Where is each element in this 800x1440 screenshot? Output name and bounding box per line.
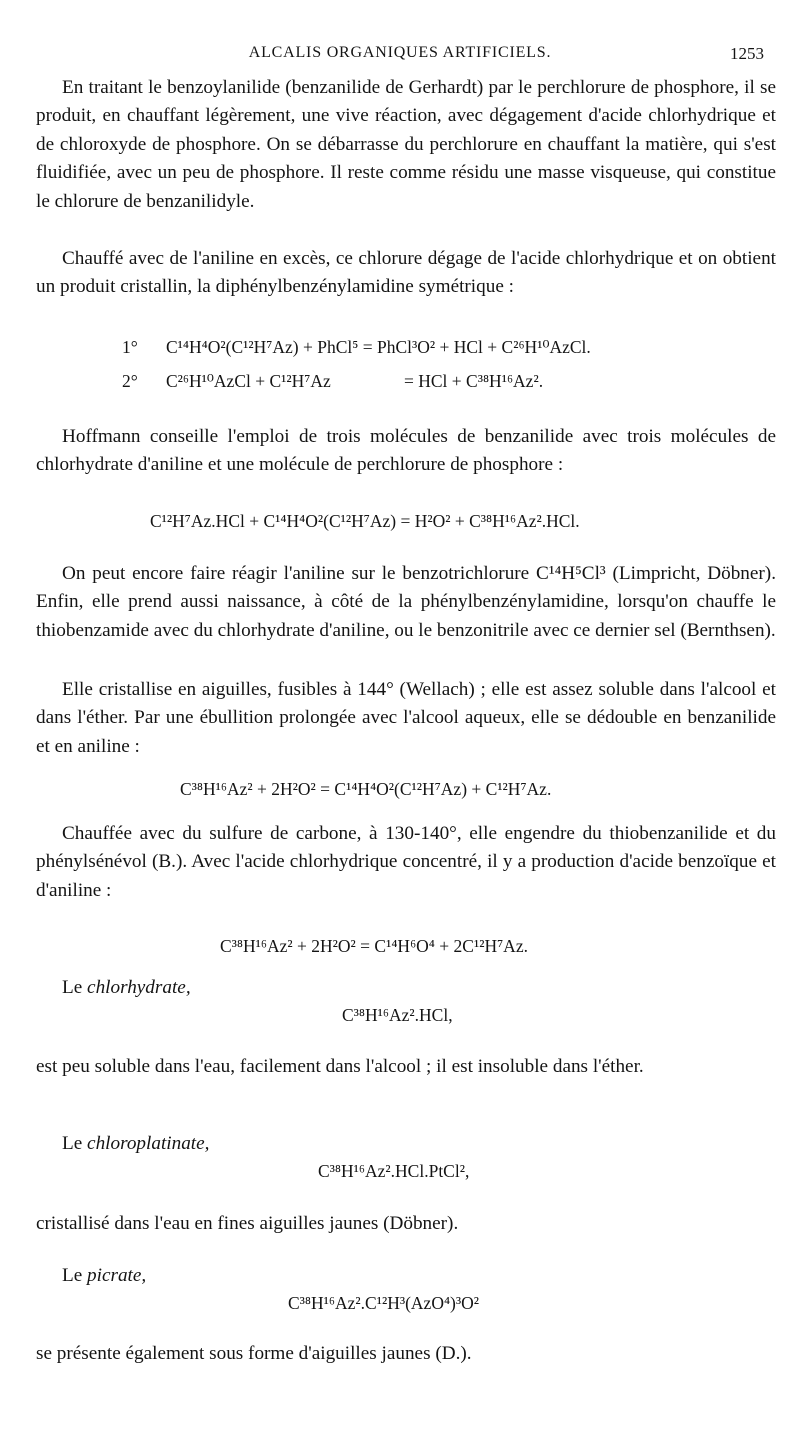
reaction-right-side: = PhCl³O² + HCl + C²⁶H¹⁰AzCl. <box>362 337 591 357</box>
picrate-heading <box>62 1262 146 1290</box>
reaction-number: 2° <box>122 371 138 391</box>
chloroplatinate-heading <box>62 1130 209 1158</box>
paragraph-chlorhydrate-solubility <box>36 1053 776 1081</box>
paragraph-text: cristallisé dans l'eau en fines aiguilles jaunes (Döbner). <box>36 1213 459 1234</box>
paragraph-text: Hoffmann conseille l'emploi de trois molécules de benzanilide avec trois molécules de chlorhydrate d'aniline et une molécule de perchlorure de phosphore : <box>36 426 776 476</box>
paragraph-hoffmann <box>36 423 776 480</box>
paragraph-cristallise <box>36 676 776 761</box>
paragraph-text: Chauffée avec du sulfure de carbone, à 130-140°, elle engendre du thiobenzanilide et du phénylsénévol (B.). Avec l'acide chlorhydrique concentré, il y a production d'acide benzoïque et d'aniline : <box>36 823 776 901</box>
label-name: picrate, <box>87 1265 147 1286</box>
reaction-left-side: C²⁶H¹⁰AzCl + C¹²H⁷Az <box>166 371 331 391</box>
reaction-hydrolysis: C³⁸H¹⁶Az² + 2H²O² = C¹⁴H⁴O²(C¹²H⁷Az) + C¹²H⁷Az. <box>180 779 552 799</box>
formula-chloroplatinate: C³⁸H¹⁶Az².HCl.PtCl², <box>318 1161 470 1181</box>
paragraph-benzotrichlorure <box>36 560 776 645</box>
paragraph-picrate <box>36 1340 776 1368</box>
reaction-1 <box>122 334 591 360</box>
paragraph-text: Chauffé avec de l'aniline en excès, ce chlorure dégage de l'acide chlorhydrique et on obtient un produit cristallin, la diphénylbenzénylamidine symétrique : <box>36 248 776 298</box>
label-prefix: Le <box>62 1133 83 1154</box>
reaction-2 <box>122 368 543 394</box>
paragraph-sulfure-carbone <box>36 820 776 905</box>
label-prefix: Le <box>62 1265 83 1286</box>
chlorhydrate-heading <box>62 974 191 1002</box>
page-number: 1253 <box>730 44 764 63</box>
paragraph-chloroplatinate <box>36 1210 776 1238</box>
paragraph-aniline-excess <box>36 245 776 302</box>
paragraph-text: Elle cristallise en aiguilles, fusibles à 144° (Wellach) ; elle est assez soluble dans l'alcool et dans l'éther. Par une ébullition prolongée avec l'alcool aqueux, elle se dédouble en benzanilide et en aniline : <box>36 679 776 757</box>
reaction-hoffmann: C¹²H⁷Az.HCl + C¹⁴H⁴O²(C¹²H⁷Az) = H²O² + C³⁸H¹⁶Az².HCl. <box>150 511 580 531</box>
reaction-number: 1° <box>122 337 138 357</box>
formula-picrate: C³⁸H¹⁶Az².C¹²H³(AzO⁴)³O² <box>288 1293 480 1313</box>
label-prefix: Le <box>62 977 83 998</box>
reaction-right-side: = HCl + C³⁸H¹⁶Az². <box>404 371 544 391</box>
label-name: chlorhydrate, <box>87 977 191 998</box>
paragraph-text: est peu soluble dans l'eau, facilement dans l'alcool ; il est insoluble dans l'éther. <box>36 1056 644 1077</box>
reaction-hcl: C³⁸H¹⁶Az² + 2H²O² = C¹⁴H⁶O⁴ + 2C¹²H⁷Az. <box>220 936 528 956</box>
paragraph-text: En traitant le benzoylanilide (benzanilide de Gerhardt) par le perchlorure de phosphore, il se produit, en chauffant légèrement, une vive réaction, avec dégagement d'acide chlorhydrique et de chloroxyde de phosphore. On se débarrasse du perchlorure en chauffant la matière, qui s'est fluidifiée, avec un peu de phosphore. Il reste comme résidu une masse visqueuse, qui constitue le chlorure de benzanilidyle. <box>36 77 776 212</box>
formula-chlorhydrate: C³⁸H¹⁶Az².HCl, <box>342 1005 453 1025</box>
label-name: chloroplatinate, <box>87 1133 210 1154</box>
running-title: ALCALIS ORGANIQUES ARTIFICIELS. <box>248 44 552 61</box>
paragraph-benzanilide-perchlorure <box>36 74 776 216</box>
reaction-left-side: C¹⁴H⁴O²(C¹²H⁷Az) + PhCl⁵ <box>166 337 359 357</box>
paragraph-text: On peut encore faire réagir l'aniline sur le benzotrichlorure C¹⁴H⁵Cl³ (Limpricht, Döbner). Enfin, elle prend aussi naissance, à côté de la phénylbenzénylamidine, lorsqu'on chauffe le thiobenzamide avec du chlorhydrate d'aniline, ou le benzonitrile avec ce dernier sel (Bernthsen). <box>36 563 776 641</box>
running-header <box>36 44 764 68</box>
paragraph-text: se présente également sous forme d'aiguilles jaunes (D.). <box>36 1343 472 1364</box>
